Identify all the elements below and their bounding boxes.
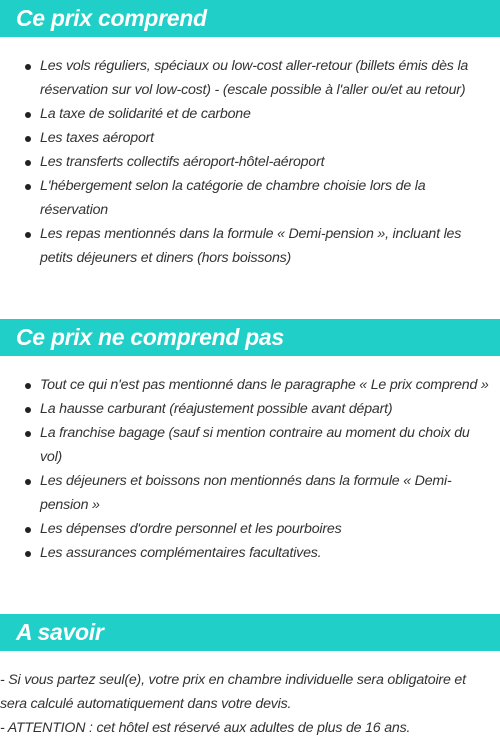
- bullet-icon: [25, 112, 31, 118]
- list-item: La franchise bagage (sauf si mention contraire au moment du choix du vol): [40, 421, 492, 469]
- bullet-icon: [25, 431, 31, 437]
- bullet-icon: [25, 136, 31, 142]
- bullet-icon: [25, 160, 31, 166]
- bullet-icon: [25, 407, 31, 413]
- list-item: Les dépenses d'ordre personnel et les pourboires: [40, 517, 492, 541]
- notes-block: [0, 668, 500, 740]
- list-item: Les vols réguliers, spéciaux ou low-cost aller-retour (billets émis dès la réservation sur vol low-cost) - (escale possible à l'aller ou/et au retour): [40, 54, 492, 102]
- section-header: [0, 0, 500, 37]
- list-item: Les déjeuners et boissons non mentionnés dans la formule « Demi-pension »: [40, 469, 492, 517]
- section-title: Ce prix ne comprend pas: [16, 324, 284, 350]
- bullet-icon: [25, 383, 31, 389]
- bullet-icon: [25, 551, 31, 557]
- list-item: La taxe de solidarité et de carbone: [40, 102, 492, 126]
- section-title: A savoir: [16, 619, 104, 645]
- bullet-icon: [25, 64, 31, 70]
- note-paragraph: - ATTENTION : cet hôtel est réservé aux adultes de plus de 16 ans.: [0, 720, 411, 736]
- list-item: Les transferts collectifs aéroport-hôtel-aéroport: [40, 150, 492, 174]
- note-paragraph: - Si vous partez seul(e), votre prix en chambre individuelle sera obligatoire et sera calculé automatiquement dans votre devis.: [0, 672, 466, 712]
- bullet-icon: [25, 232, 31, 238]
- bullet-icon: [25, 184, 31, 190]
- list-item: Les assurances complémentaires facultatives.: [40, 541, 492, 565]
- list-item: La hausse carburant (réajustement possible avant départ): [40, 397, 492, 421]
- section-good-to-know: [0, 614, 500, 740]
- section-title: Ce prix comprend: [16, 5, 207, 31]
- list-item: Les repas mentionnés dans la formule « Demi-pension », incluant les petits déjeuners et diners (hors boissons): [40, 222, 492, 270]
- bullet-icon: [25, 479, 31, 485]
- list-item: Les taxes aéroport: [40, 126, 492, 150]
- section-price-includes: [0, 0, 500, 270]
- bullet-icon: [25, 527, 31, 533]
- section-header: [0, 319, 500, 356]
- list-item: Tout ce qui n'est pas mentionné dans le paragraphe « Le prix comprend »: [40, 373, 492, 397]
- section-header: [0, 614, 500, 651]
- excludes-list: [0, 373, 500, 565]
- includes-list: [0, 54, 500, 270]
- list-item: L'hébergement selon la catégorie de chambre choisie lors de la réservation: [40, 174, 492, 222]
- section-price-excludes: [0, 319, 500, 565]
